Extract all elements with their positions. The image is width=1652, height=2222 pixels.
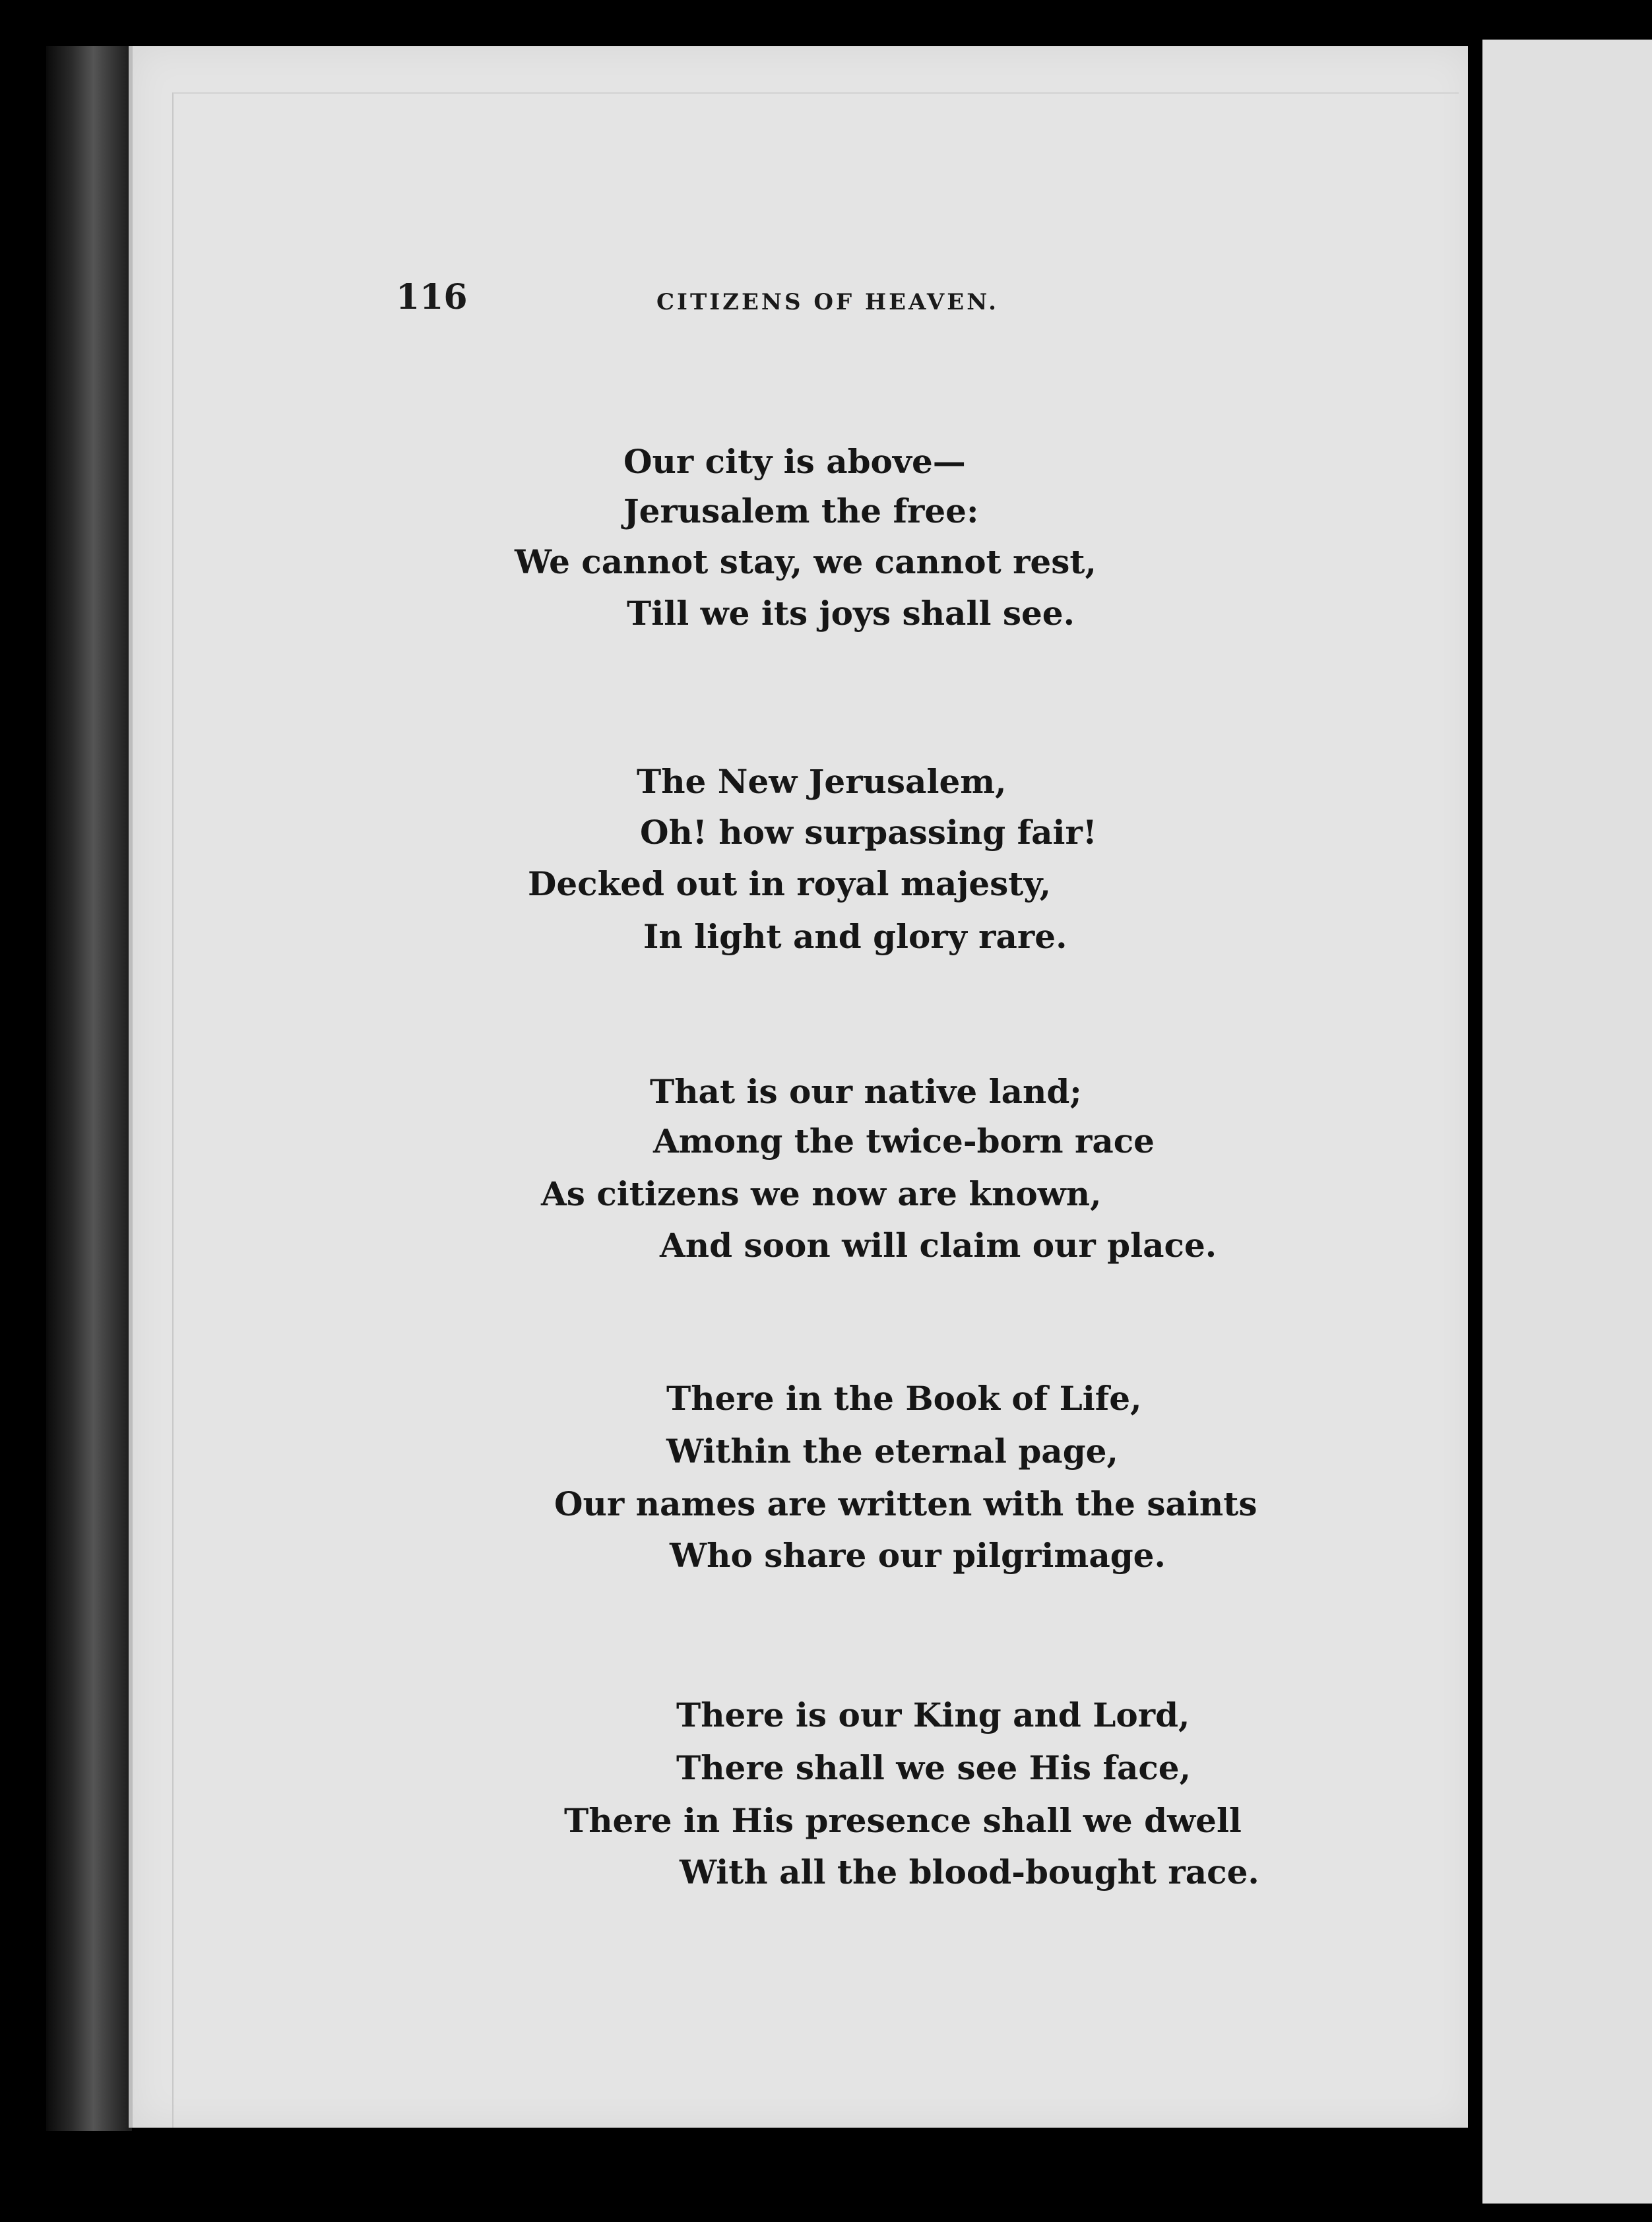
poem-line: Till we its joys shall see. xyxy=(627,594,1075,633)
poem-line: As citizens we now are known, xyxy=(541,1174,1102,1213)
poem-line: There in the Book of Life, xyxy=(666,1379,1142,1418)
poem-line: In light and glory rare. xyxy=(643,917,1067,956)
poem-line: There shall we see His face, xyxy=(676,1748,1191,1787)
poem-line: With all the blood-bought race. xyxy=(680,1853,1259,1891)
poem-line: And soon will claim our place. xyxy=(660,1226,1217,1265)
page-number: 116 xyxy=(396,277,468,317)
poem-line: Within the eternal page, xyxy=(666,1432,1118,1471)
poem-line: Oh! how surpassing fair! xyxy=(640,813,1097,852)
poem-line: There is our King and Lord, xyxy=(676,1696,1190,1734)
poem-line: Jerusalem the free: xyxy=(623,492,979,530)
poem-line: The New Jerusalem, xyxy=(637,762,1007,801)
poem-line: Our city is above— xyxy=(623,442,966,481)
poem-line: Who share our pilgrimage. xyxy=(670,1536,1166,1575)
poem-line: There in His presence shall we dwell xyxy=(564,1801,1242,1840)
poem-line: Our names are written with the saints xyxy=(554,1484,1257,1523)
poem-line: Decked out in royal majesty, xyxy=(528,864,1052,903)
poem-line: Among the twice-born race xyxy=(653,1122,1155,1160)
running-title: CITIZENS OF HEAVEN. xyxy=(656,289,999,315)
poem-line: We cannot stay, we cannot rest, xyxy=(515,542,1096,581)
poem-line: That is our native land; xyxy=(650,1072,1082,1111)
